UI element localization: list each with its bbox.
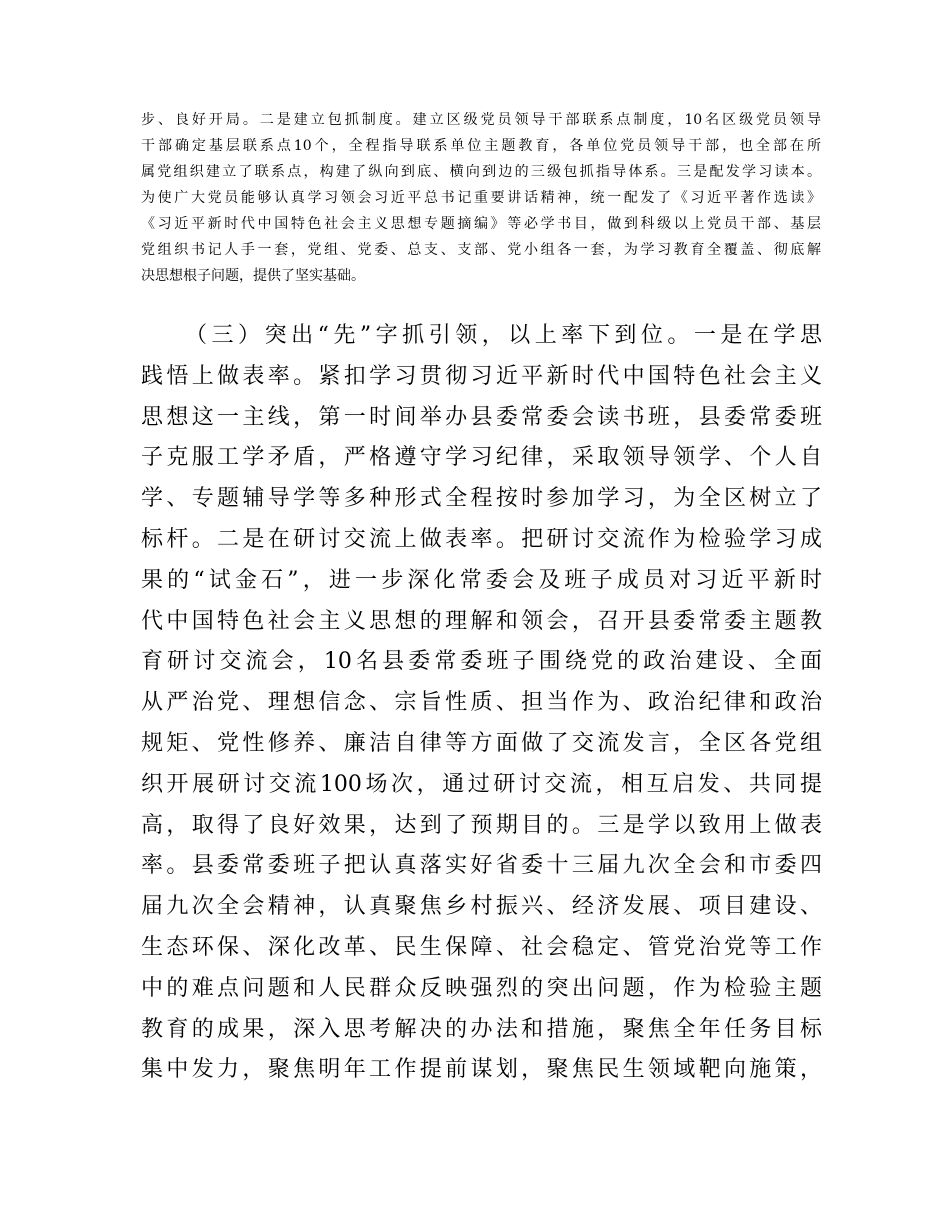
- paragraph-2-line: 生态环保、深化改革、民生保障、社会稳定、管党治党等工作: [141, 934, 822, 960]
- paragraph-1-line: 属党组织建立了联系点，构建了纵向到底、横向到边的三级包抓指导体系。三是配发学习读本。: [141, 164, 821, 180]
- paragraph-2-line: 标杆。二是在研讨交流上做表率。把研讨交流作为检验学习成: [141, 526, 822, 552]
- paragraph-1-line: 干部确定基层联系点10个，全程指导联系单位主题教育，各单位党员领导干部，也全部在所: [141, 138, 821, 154]
- paragraph-2-line: 集中发力，聚焦明年工作提前谋划，聚焦民生领域靶向施策，: [141, 1057, 822, 1083]
- paragraph-1-line: 步、良好开局。二是建立包抓制度。建立区级党员领导干部联系点制度，10名区级党员领导: [141, 112, 821, 128]
- paragraph-1-line: 决思想根子问题，提供了坚实基础。: [141, 268, 365, 284]
- paragraph-2-line: 从严治党、理想信念、宗旨性质、担当作为、政治纪律和政治: [141, 690, 822, 716]
- paragraph-2-line: 思想这一主线，第一时间举办县委常委会读书班，县委常委班: [141, 404, 822, 430]
- paragraph-2-line: 率。县委常委班子把认真落实好省委十三届九次全会和市委四: [141, 853, 822, 879]
- paragraph-2-line: 学、专题辅导学等多种形式全程按时参加学习，为全区树立了: [141, 486, 822, 512]
- paragraph-2-line: 育研讨交流会，10名县委常委班子围绕党的政治建设、全面: [141, 649, 822, 675]
- paragraph-2-line: 子克服工学矛盾，严格遵守学习纪律，采取领导领学、个人自: [141, 445, 822, 471]
- paragraph-1-line: 党组织书记人手一套，党组、党委、总支、支部、党小组各一套，为学习教育全覆盖、彻底解: [141, 242, 821, 258]
- paragraph-2-line: 中的难点问题和人民群众反映强烈的突出问题，作为检验主题: [141, 975, 822, 1001]
- paragraph-2-line: 届九次全会精神，认真聚焦乡村振兴、经济发展、项目建设、: [141, 894, 822, 920]
- paragraph-1: [141, 107, 821, 289]
- paragraph-2-line: 教育的成果，深入思考解决的办法和措施，聚焦全年任务目标: [141, 1016, 822, 1042]
- paragraph-2-line: 高，取得了良好效果，达到了预期目的。三是学以致用上做表: [141, 812, 822, 838]
- paragraph-1-line: 《习近平新时代中国特色社会主义思想专题摘编》等必学书目，做到科级以上党员干部、基层: [141, 216, 821, 232]
- paragraph-2-line: 织开展研讨交流100场次，通过研讨交流，相互启发、共同提: [141, 771, 822, 797]
- paragraph-1-line: 为使广大党员能够认真学习领会习近平总书记重要讲话精神，统一配发了《习近平著作选读》: [141, 190, 821, 206]
- paragraph-2-line: 代中国特色社会主义思想的理解和领会，召开县委常委主题教: [141, 608, 822, 634]
- paragraph-2-line: 践悟上做表率。紧扣学习贯彻习近平新时代中国特色社会主义: [141, 363, 822, 389]
- paragraph-2: [141, 316, 822, 1091]
- paragraph-2-line: 果的“试金石”，进一步深化常委会及班子成员对习近平新时: [141, 567, 822, 593]
- paragraph-2-line: 规矩、党性修养、廉洁自律等方面做了交流发言，全区各党组: [141, 730, 822, 756]
- paragraph-2-heading-line: （三）突出“先”字抓引领，以上率下到位。一是在学思: [185, 323, 822, 348]
